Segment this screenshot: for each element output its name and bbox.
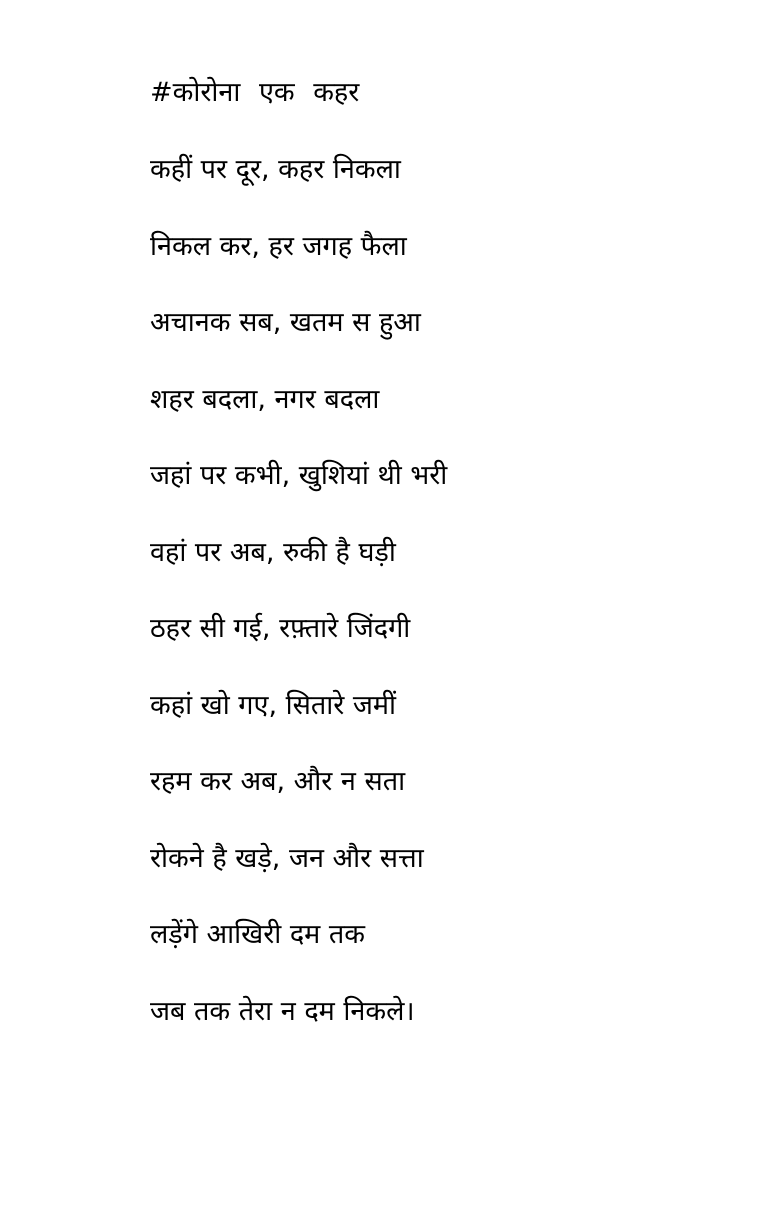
poem-line-5: जहां पर कभी, खुशियां थी भरी [150, 460, 448, 491]
poem-line-6: वहां पर अब, रुकी है घड़ी [150, 536, 396, 568]
poem-line-4: शहर बदला, नगर बदला [150, 383, 380, 415]
poem-line-9: रहम कर अब, और न सता [150, 766, 406, 797]
poem-title: #कोरोना एक कहर [150, 77, 360, 108]
poem-line-11: लड़ेंगे आखिरी दम तक [150, 919, 366, 950]
poem-line-8: कहां खो गए, सितारे जमीं [150, 689, 397, 721]
poem-line-1: कहीं पर दूर, कहर निकला [150, 154, 401, 185]
poem-line-2: निकल कर, हर जगह फैला [150, 230, 407, 262]
poem-line-7: ठहर सी गई, रफ़्तारे जिंदगी [150, 613, 411, 644]
poem-line-12: जब तक तेरा न दम निकले। [150, 995, 415, 1027]
poem-line-10: रोकने है खड़े, जन और सत्ता [150, 842, 424, 874]
poem-line-3: अचानक सब, खतम स हुआ [150, 307, 421, 338]
poem-body [150, 150, 447, 1068]
